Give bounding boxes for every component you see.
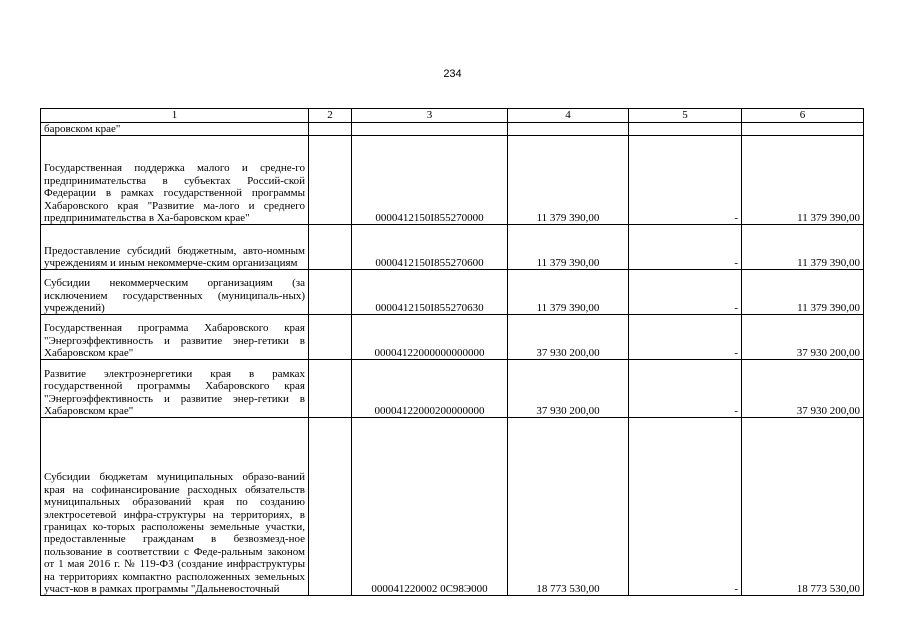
row-code — [352, 123, 508, 136]
row-col2 — [309, 225, 352, 270]
row-change: - — [629, 225, 742, 270]
row-name: Государственная поддержка малого и средне-го предпринимательства в субъектах Россий-ской Федерации в рамках государственной программы Хабаровского края "Развитие ма-лого и среднего предпринимательства в Ха-баровском крае" — [41, 136, 309, 225]
row-col2 — [309, 136, 352, 225]
row-change: - — [629, 270, 742, 315]
row-change: - — [629, 136, 742, 225]
row-code: 00004122000000000000 — [352, 315, 508, 360]
row-amount — [508, 123, 629, 136]
table-row — [41, 225, 864, 270]
column-header-1: 1 — [41, 109, 309, 123]
table-row — [41, 315, 864, 360]
row-col2 — [309, 418, 352, 596]
row-total: 11 379 390,00 — [742, 225, 864, 270]
row-name: Развитие электроэнергетики края в рамках государственной программы Хабаровского края "Энергоэффективность и развитие энер-гетики в Хабаровском крае" — [41, 360, 309, 418]
row-col2 — [309, 315, 352, 360]
row-name: Государственная программа Хабаровского края "Энергоэффективность и развитие энер-гетики в Хабаровском крае" — [41, 315, 309, 360]
table-row — [41, 123, 864, 136]
page-number: 234 — [443, 68, 462, 80]
row-code: 000041220002 0С98Э000 — [352, 418, 508, 596]
row-name: баровском крае" — [41, 123, 309, 136]
row-amount: 11 379 390,00 — [508, 136, 629, 225]
row-change: - — [629, 315, 742, 360]
row-code: 0000412150I855270630 — [352, 270, 508, 315]
budget-table — [40, 108, 864, 596]
row-amount: 37 930 200,00 — [508, 360, 629, 418]
row-code: 0000412150I855270600 — [352, 225, 508, 270]
table-row — [41, 360, 864, 418]
table-row — [41, 418, 864, 596]
column-header-6: 6 — [742, 109, 864, 123]
column-header-3: 3 — [352, 109, 508, 123]
row-total — [742, 123, 864, 136]
row-total: 37 930 200,00 — [742, 360, 864, 418]
row-code: 0000412150I855270000 — [352, 136, 508, 225]
row-total: 11 379 390,00 — [742, 270, 864, 315]
row-name: Предоставление субсидий бюджетным, авто-номным учреждениям и иным некоммерче-ским организациям — [41, 225, 309, 270]
row-col2 — [309, 360, 352, 418]
row-amount: 11 379 390,00 — [508, 225, 629, 270]
table-row — [41, 136, 864, 225]
row-total: 37 930 200,00 — [742, 315, 864, 360]
row-name: Субсидии некоммерческим организациям (за исключением государственных (муниципаль-ных) учреждений) — [41, 270, 309, 315]
table-row — [41, 270, 864, 315]
row-total: 18 773 530,00 — [742, 418, 864, 596]
table-header-row — [41, 109, 864, 123]
row-amount: 37 930 200,00 — [508, 315, 629, 360]
row-code: 00004122000200000000 — [352, 360, 508, 418]
row-amount: 18 773 530,00 — [508, 418, 629, 596]
row-col2 — [309, 270, 352, 315]
column-header-4: 4 — [508, 109, 629, 123]
row-col2 — [309, 123, 352, 136]
row-name: Субсидии бюджетам муниципальных образо-ваний края на софинансирование расходных обязательств муниципальных образований края по созданию электросетевой инфра-структуры на территориях, в границах ко-торых расположены земельные участки, предоставленные гражданам в безвозмезд-ное пользование в соответствии с Феде-ральным законом от 1 мая 2016 г. № 119-ФЗ (создание инфраструктуры на территориях компактно расположенных земельных участ-ков в рамках программы "Дальневосточный — [41, 418, 309, 596]
row-total: 11 379 390,00 — [742, 136, 864, 225]
row-change — [629, 123, 742, 136]
row-change: - — [629, 418, 742, 596]
column-header-5: 5 — [629, 109, 742, 123]
column-header-2: 2 — [309, 109, 352, 123]
row-change: - — [629, 360, 742, 418]
row-amount: 11 379 390,00 — [508, 270, 629, 315]
